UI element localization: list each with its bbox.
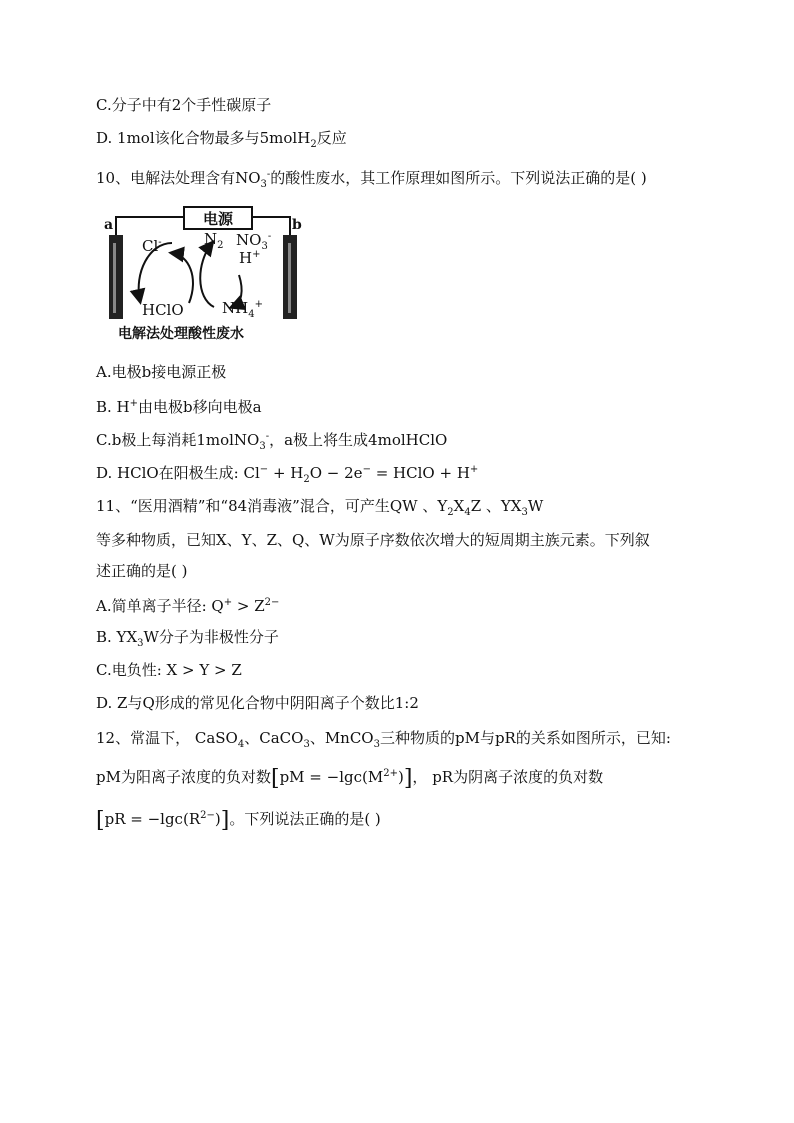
q10-option-b: B. H+由电极b移向电极a xyxy=(96,398,262,416)
species-n2: $N_2$ xyxy=(204,230,224,251)
question-12-stem-line3: $[pR = -\lg c(R^{2-})]$。下列说法正确的是( ) xyxy=(96,808,381,833)
question-12-stem-line1: 12、常温下， CaSO$_4$、CaCO$_3$、MnCO$_3$三种物质的pM与pR的关系如图所示，已知: xyxy=(96,729,671,750)
species-h: H+ xyxy=(239,249,261,267)
arrow-nh4-to-n2 xyxy=(200,243,214,307)
question-11-stem-line2: 等多种物质，已知X、Y、Z、Q、W为原子序数依次增大的短周期主族元素。下列叙 xyxy=(96,531,650,549)
diagram-caption: 电解法处理酸性废水 xyxy=(118,326,244,342)
question-11-stem-line1: 11、“医用酒精”和“84消毒液”混合，可产生QW 、$Y_2X_4Z$ 、$YX_3W$ xyxy=(96,497,544,518)
species-nh4: $NH_4^+$ xyxy=(222,299,263,320)
electrode-b-label: b xyxy=(292,217,302,233)
q10-option-c: C.b极上每消耗1molNO$_3$-，a极上将生成4molHClO xyxy=(96,431,448,452)
option-d-prev: D. 1mol该化合物最多与5molH$_2$反应 xyxy=(96,129,347,150)
species-hclo: HClO xyxy=(142,301,184,319)
q11-option-c: C.电负性: X > Y > Z xyxy=(96,661,242,679)
electrode-a-label: a xyxy=(104,217,114,233)
q10-option-a: A.电极b接电源正极 xyxy=(96,363,227,381)
question-10-stem: 10、电解法处理含有$NO_3^-$的酸性废水，其工作原理如图所示。下列说法正确的是( ) xyxy=(96,169,647,190)
q10-option-d: D. HClO在阳极生成: $Cl^- + H_2O - 2e^-$ = HClO + H+ xyxy=(96,464,479,485)
power-label: 电源 xyxy=(202,210,233,228)
q11-option-a: A.简单离子半径: $Q^+ > Z^{2-}$ xyxy=(96,597,280,615)
arrow-hclo-to-cl xyxy=(172,253,193,303)
option-c-prev: C.分子中有2个手性碳原子 xyxy=(96,96,272,114)
question-12-stem-line2: pM为阳离子浓度的负对数$[pM = -\lg c(M^{2+})]$， pR为阴离子浓度的负对数 xyxy=(96,766,604,791)
question-11-stem-line3: 述正确的是( ) xyxy=(96,562,188,580)
species-no3: $NO_3^-$ xyxy=(236,231,272,252)
q11-option-d: D. Z与Q形成的常见化合物中阴阳离子个数比1:2 xyxy=(96,694,419,712)
species-cl: Cl- xyxy=(142,237,162,255)
q11-option-b: B. $YX_3W$分子为非极性分子 xyxy=(96,628,279,649)
